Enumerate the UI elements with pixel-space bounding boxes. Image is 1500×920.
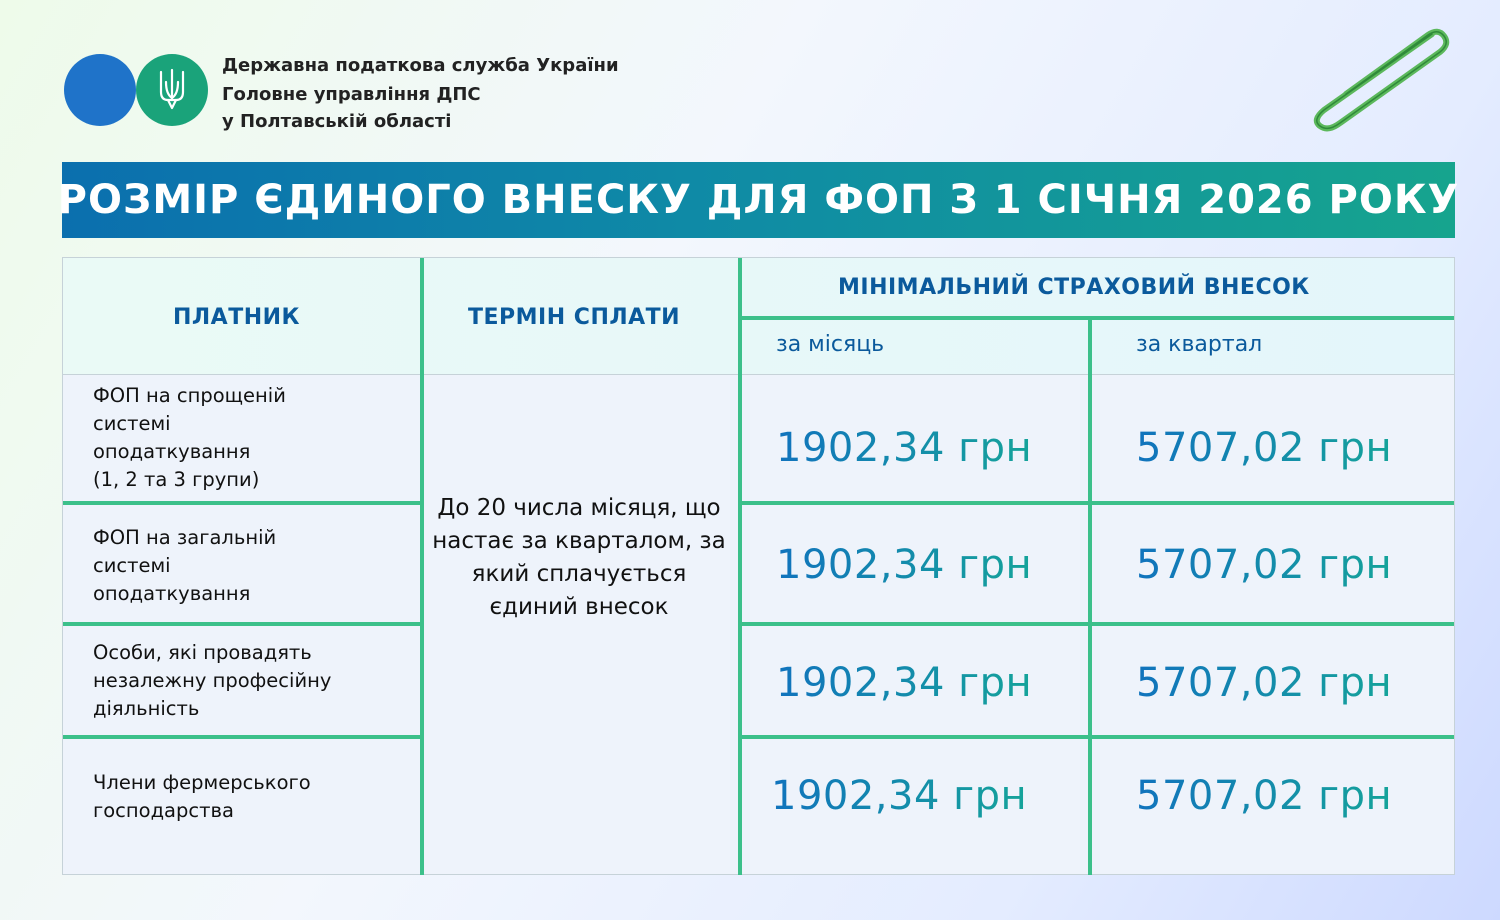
quarter-amount-2: 5707,02 грн (1136, 542, 1393, 588)
contribution-table (62, 257, 1455, 875)
row-divider-2b (742, 622, 1454, 626)
header-divider (63, 374, 1454, 375)
dps-logo (64, 54, 214, 126)
payer-3-line-1: Особи, які провадять (93, 641, 312, 664)
title-banner (57, 162, 1460, 238)
row-divider-1a (63, 501, 420, 505)
header-subdivider (742, 316, 1454, 320)
column-divider-3 (1088, 318, 1092, 875)
month-amount-1: 1902,34 грн (776, 425, 1033, 471)
payment-term-cell: До 20 числа місяця, що настає за кварталом, за який сплачується єдиний внесок (432, 495, 726, 620)
paperclip-icon (1300, 22, 1450, 132)
organization-name (222, 52, 619, 135)
logo-blue-circle (64, 54, 136, 126)
column-divider-2 (738, 258, 742, 875)
quarter-amount-3: 5707,02 грн (1136, 660, 1393, 706)
payer-1-line-1: ФОП на спрощеній (93, 384, 286, 407)
payer-4-line-2: господарства (93, 799, 234, 822)
org-line-1: Державна податкова служба України (222, 55, 619, 76)
quarter-amount-1: 5707,02 грн (1136, 425, 1393, 471)
month-amount-2: 1902,34 грн (776, 542, 1033, 588)
quarter-amount-4: 5707,02 грн (1136, 773, 1393, 819)
payer-4-line-1: Члени фермерського (93, 771, 311, 794)
payer-cell-3 (93, 639, 413, 723)
logo-green-circle (136, 54, 208, 126)
trident-icon (158, 68, 186, 112)
payer-2-line-2: системі (93, 554, 171, 577)
month-amount-4: 1902,34 грн (771, 773, 1028, 819)
payer-3-line-2: незалежну професійну (93, 669, 332, 692)
header-term: ТЕРМІН СПЛАТИ (468, 305, 681, 330)
row-divider-3b (742, 735, 1454, 739)
payer-cell-1 (93, 382, 413, 494)
payer-cell-4 (93, 769, 413, 825)
payer-1-line-3: оподаткування (93, 440, 251, 463)
payer-3-line-3: діяльність (93, 697, 200, 720)
payer-cell-2 (93, 524, 413, 608)
org-line-2: Головне управління ДПС (222, 84, 481, 105)
row-divider-2a (63, 622, 420, 626)
header-min-contribution: МІНІМАЛЬНИЙ СТРАХОВИЙ ВНЕСОК (838, 275, 1310, 300)
page-title: РОЗМІР ЄДИНОГО ВНЕСКУ ДЛЯ ФОП З 1 СІЧНЯ 2026 РОКУ (57, 177, 1460, 223)
header-payer: ПЛАТНИК (173, 305, 301, 330)
payer-2-line-3: оподаткування (93, 582, 251, 605)
payer-1-line-2: системі (93, 412, 171, 435)
payer-1-line-4: (1, 2 та 3 групи) (93, 468, 260, 491)
row-divider-1b (742, 501, 1454, 505)
month-amount-3: 1902,34 грн (776, 660, 1033, 706)
row-divider-3a (63, 735, 420, 739)
header-quarter: за квартал (1136, 332, 1263, 357)
column-divider-1 (420, 258, 424, 875)
org-line-3: у Полтавській області (222, 111, 452, 132)
header-month: за місяць (776, 332, 885, 357)
payer-2-line-1: ФОП на загальній (93, 526, 277, 549)
